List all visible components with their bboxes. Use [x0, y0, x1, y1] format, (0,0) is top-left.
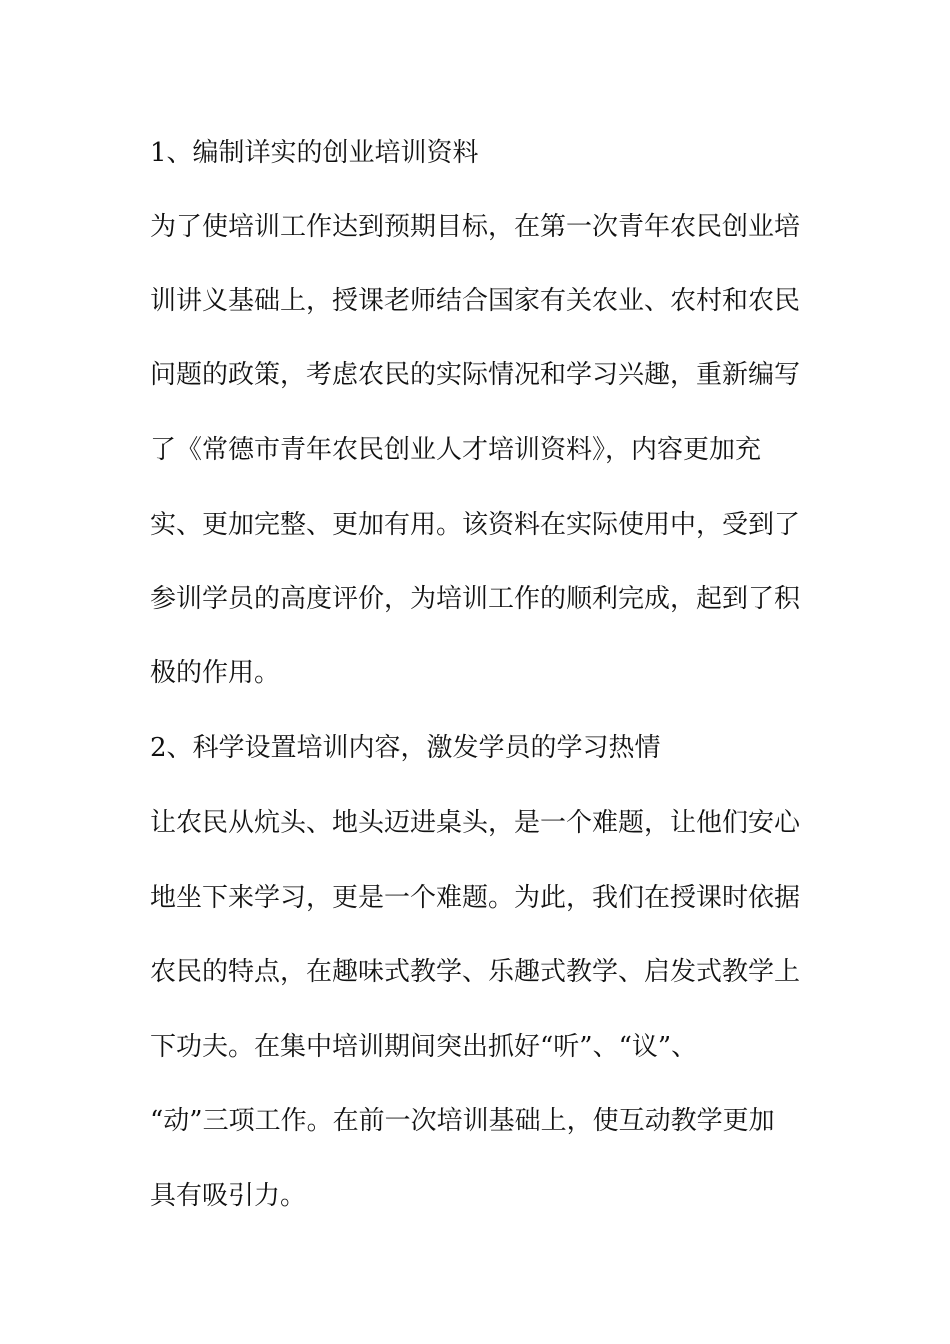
section-2-line: 农民的特点，在趣味式教学、乐趣式教学、启发式教学上: [150, 957, 801, 987]
section-1-line: 实、更加完整、更加有用。该资料在实际使用中，受到了: [150, 510, 801, 540]
section-2-line: 下功夫。在集中培训期间突出抓好“听”、“议”、: [150, 1032, 698, 1062]
section-2-heading: 2、科学设置培训内容，激发学员的学习热情: [150, 733, 661, 763]
section-1-heading: 1、编制详实的创业培训资料: [150, 138, 479, 168]
section-2-line: 具有吸引力。: [150, 1181, 307, 1211]
section-2-line: 让农民从炕头、地头迈进桌头，是一个难题，让他们安心: [150, 808, 801, 838]
section-2-line: 地坐下来学习，更是一个难题。为此，我们在授课时依据: [150, 883, 801, 913]
section-2-line: “动”三项工作。在前一次培训基础上，使互动教学更加: [150, 1106, 775, 1136]
section-1-line: 了《常德市青年农民创业人才培训资料》，内容更加充: [150, 435, 762, 465]
section-1-line: 极的作用。: [150, 658, 281, 688]
section-1-line: 为了使培训工作达到预期目标，在第一次青年农民创业培: [150, 212, 801, 242]
section-1-line: 问题的政策，考虑农民的实际情况和学习兴趣，重新编写: [150, 360, 801, 390]
section-1-line: 参训学员的高度评价，为培训工作的顺利完成，起到了积: [150, 584, 801, 614]
section-1-line: 训讲义基础上，授课老师结合国家有关农业、农村和农民: [150, 286, 801, 316]
